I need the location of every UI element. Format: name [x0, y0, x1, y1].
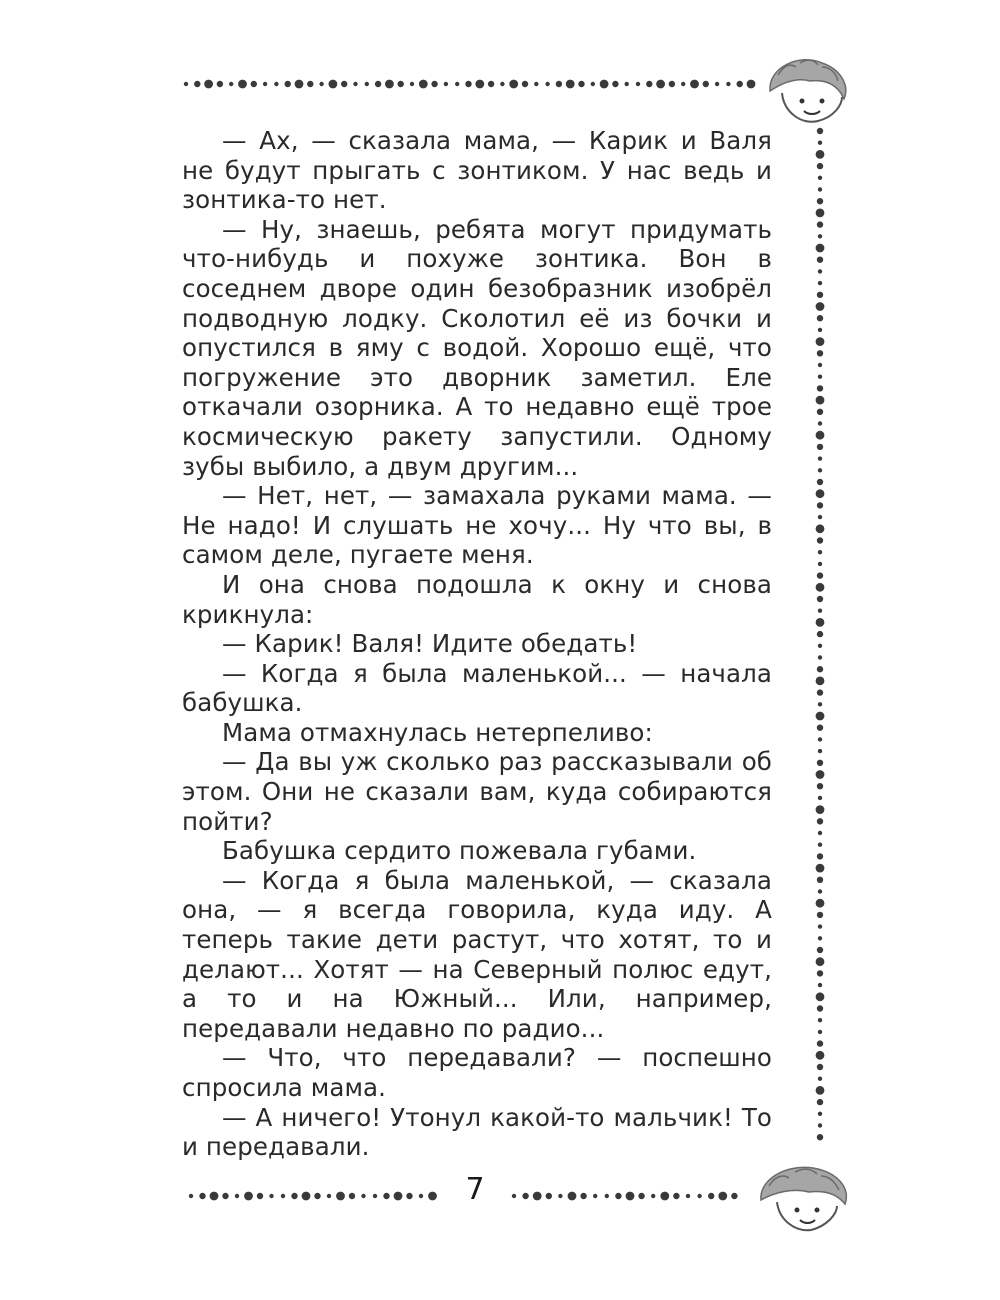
border-dot	[816, 957, 825, 966]
border-dot	[817, 1005, 823, 1011]
paragraph: — Да вы уж сколько раз рассказывали об этом. Они не сказали вам, куда собираются пойти?	[182, 747, 772, 836]
border-dot	[816, 712, 825, 721]
border-dot	[444, 82, 448, 86]
border-dot	[816, 677, 825, 686]
girl-face-icon	[755, 1160, 855, 1240]
bottom-dot-border-left	[185, 1184, 445, 1208]
border-dot	[816, 489, 825, 498]
border-dot	[816, 396, 825, 405]
paragraph: И она снова подошла к окну и снова крикнула:	[182, 569, 772, 629]
border-dot	[817, 1064, 823, 1070]
border-dot	[817, 1040, 823, 1046]
paragraph: — Карик! Валя! Идите обедать!	[222, 629, 638, 659]
border-dot	[816, 524, 825, 533]
border-dot	[669, 81, 675, 87]
border-dot	[568, 1192, 577, 1201]
border-dot	[817, 877, 823, 883]
border-dot	[656, 80, 665, 89]
border-dot	[817, 1099, 823, 1105]
border-dot	[817, 479, 823, 485]
top-dot-border	[180, 72, 760, 96]
border-dot	[816, 864, 825, 873]
page-number: 7	[465, 1172, 485, 1207]
border-dot	[238, 80, 247, 89]
border-dot	[817, 725, 823, 731]
border-dot	[336, 1192, 345, 1201]
border-dot	[818, 234, 822, 238]
border-dot	[817, 292, 823, 298]
border-dot	[361, 1194, 365, 1198]
border-dot	[646, 81, 652, 87]
border-dot	[818, 644, 822, 648]
border-dot	[818, 796, 822, 800]
border-dot	[660, 1192, 669, 1201]
border-dot	[817, 912, 823, 918]
border-dot	[817, 444, 823, 450]
border-dot	[816, 302, 825, 311]
border-dot	[818, 187, 822, 191]
border-dot	[818, 843, 822, 847]
border-dot	[731, 1193, 737, 1199]
border-dot	[626, 1192, 635, 1201]
border-dot	[314, 1193, 320, 1199]
border-dot	[428, 1192, 437, 1201]
paragraph: — Когда я была маленькой... — начала бабушка.	[182, 658, 772, 718]
border-dot	[600, 80, 609, 89]
border-dot	[410, 82, 414, 86]
right-dot-border	[808, 125, 832, 1145]
border-dot	[818, 456, 822, 460]
border-dot	[385, 80, 394, 89]
border-dot	[817, 502, 823, 508]
border-dot	[419, 1194, 423, 1198]
border-dot	[465, 81, 471, 87]
border-dot	[651, 1194, 655, 1198]
border-dot	[817, 163, 823, 169]
border-dot	[817, 350, 823, 356]
border-dot	[475, 80, 484, 89]
border-dot	[818, 281, 822, 285]
border-dot	[406, 1193, 412, 1199]
border-dot	[189, 1194, 193, 1198]
border-dot	[605, 1194, 609, 1198]
border-dot	[818, 983, 822, 987]
border-dot	[818, 936, 822, 940]
border-dot	[291, 1193, 297, 1199]
border-dot	[204, 80, 213, 89]
border-dot	[383, 1193, 389, 1199]
border-dot	[257, 1193, 263, 1199]
border-dot	[222, 1193, 228, 1199]
border-dot	[817, 198, 823, 204]
border-dot	[817, 631, 823, 637]
border-dot	[817, 221, 823, 227]
border-dot	[816, 244, 825, 253]
border-dot	[512, 1194, 516, 1198]
border-dot	[817, 257, 823, 263]
border-dot	[816, 1086, 825, 1095]
paragraph: — Нет, нет, — замахала руками мама. — Не надо! И слушать не хочу... Ну что вы, в самом деле, пугаете меня.	[182, 481, 772, 570]
border-dot	[194, 81, 200, 87]
border-dot	[816, 337, 825, 346]
paragraph: Мама отмахнулась нетерпеливо:	[222, 717, 653, 747]
border-dot	[817, 689, 823, 695]
border-dot	[545, 82, 549, 86]
border-dot	[566, 80, 575, 89]
border-dot	[817, 666, 823, 672]
border-dot	[365, 82, 369, 86]
border-dot	[556, 81, 562, 87]
border-dot	[184, 82, 188, 86]
border-dot	[534, 82, 538, 86]
border-dot	[373, 1194, 377, 1198]
border-dot	[593, 1194, 597, 1198]
border-dot	[509, 80, 518, 89]
border-dot	[816, 583, 825, 592]
border-dot	[673, 1193, 679, 1199]
paragraph: — А ничего! Утонул какой-то мальчик! То и передавали.	[182, 1102, 772, 1162]
border-dot	[818, 176, 822, 180]
border-dot	[816, 209, 825, 218]
border-dot	[818, 375, 822, 379]
border-dot	[816, 770, 825, 779]
border-dot	[708, 1193, 714, 1199]
border-dot	[817, 970, 823, 976]
border-dot	[715, 82, 719, 86]
border-dot	[522, 81, 528, 87]
border-dot	[818, 1030, 822, 1034]
border-dot	[817, 760, 823, 766]
border-dot	[612, 81, 618, 87]
border-dot	[455, 82, 459, 86]
border-dot	[816, 992, 825, 1001]
border-dot	[817, 947, 823, 953]
border-dot	[726, 82, 730, 86]
border-dot	[500, 82, 504, 86]
paragraph: — Что, что передавали? — поспешно спросила мама.	[182, 1043, 772, 1102]
border-dot	[817, 596, 823, 602]
border-dot	[341, 81, 347, 87]
bottom-dot-border-right	[508, 1184, 748, 1208]
border-dot	[818, 363, 822, 367]
border-dot	[269, 1194, 273, 1198]
border-dot	[818, 421, 822, 425]
border-dot	[816, 899, 825, 908]
border-dot	[251, 81, 257, 87]
border-dot	[818, 655, 822, 659]
border-dot	[817, 1134, 823, 1140]
paragraph: — Ах, — сказала мама, — Карик и Валя не будут прыгать с зонтиком. У нас ведь и зонтика-то нет.	[182, 126, 772, 215]
border-dot	[591, 82, 595, 86]
border-dot	[818, 1112, 822, 1116]
border-dot	[349, 1193, 355, 1199]
border-dot	[690, 80, 699, 89]
border-dot	[681, 82, 685, 86]
border-dot	[718, 1192, 727, 1201]
border-dot	[818, 468, 822, 472]
border-dot	[818, 141, 822, 145]
border-dot	[818, 1123, 822, 1127]
border-dot	[625, 82, 629, 86]
border-dot	[817, 409, 823, 415]
border-dot	[818, 515, 822, 519]
border-dot	[235, 1194, 239, 1198]
border-dot	[817, 783, 823, 789]
border-dot	[488, 81, 494, 87]
border-dot	[431, 81, 437, 87]
border-dot	[199, 1193, 205, 1199]
paragraph: — Ну, знаешь, ребята могут придумать что-нибудь и похуже зонтика. Вон в соседнем дворе один безобразник изобрёл подводную лодку. Сколотил её из бочки и опустился в яму с водой. Хорошо ещё, что погружение это дворник заметил. Еле откачали озорника. А то недавно ещё трое космическую ракету запустили. Одному зубы выбило, а двум другим...	[182, 214, 772, 481]
border-dot	[816, 431, 825, 440]
border-dot	[398, 81, 404, 87]
border-dot	[818, 609, 822, 613]
border-dot	[817, 537, 823, 543]
border-dot	[419, 80, 428, 89]
border-dot	[285, 81, 291, 87]
border-dot	[307, 81, 313, 87]
border-dot	[578, 81, 584, 87]
border-dot	[703, 81, 709, 87]
border-dot	[546, 1193, 552, 1199]
border-dot	[818, 1077, 822, 1081]
border-dot	[817, 128, 823, 134]
border-dot	[818, 550, 822, 554]
border-dot	[818, 702, 822, 706]
border-dot	[747, 80, 756, 89]
border-dot	[229, 82, 233, 86]
border-dot	[817, 572, 823, 578]
border-dot	[217, 81, 223, 87]
story-text	[182, 126, 772, 1162]
border-dot	[816, 150, 825, 159]
border-dot	[817, 853, 823, 859]
border-dot	[818, 831, 822, 835]
border-dot	[329, 80, 338, 89]
border-dot	[818, 889, 822, 893]
border-dot	[302, 1192, 311, 1201]
border-dot	[615, 1193, 621, 1199]
border-dot	[816, 618, 825, 627]
border-dot	[533, 1192, 542, 1201]
border-dot	[394, 1192, 403, 1201]
border-dot	[580, 1193, 586, 1199]
border-dot	[818, 749, 822, 753]
border-dot	[816, 805, 825, 814]
border-dot	[817, 818, 823, 824]
border-dot	[295, 80, 304, 89]
border-dot	[353, 82, 357, 86]
border-dot	[274, 82, 278, 86]
border-dot	[818, 562, 822, 566]
border-dot	[210, 1192, 219, 1201]
border-dot	[697, 1194, 701, 1198]
border-dot	[558, 1194, 562, 1198]
border-dot	[817, 315, 823, 321]
border-dot	[319, 82, 323, 86]
border-dot	[263, 82, 267, 86]
border-dot	[816, 1051, 825, 1060]
border-dot	[327, 1194, 331, 1198]
paragraph: Бабушка сердито пожевала губами.	[222, 836, 697, 866]
border-dot	[818, 328, 822, 332]
border-dot	[522, 1193, 528, 1199]
border-dot	[818, 269, 822, 273]
border-dot	[281, 1194, 285, 1198]
border-dot	[817, 385, 823, 391]
border-dot	[636, 82, 640, 86]
border-dot	[818, 737, 822, 741]
border-dot	[818, 924, 822, 928]
border-dot	[244, 1192, 253, 1201]
paragraph: — Когда я была маленькой, — сказала она, — я всегда говорила, куда иду. А теперь такие дети растут, что хотят, то и делают... Хотят — на Северный полюс едут, а то и на Южный... Или, например, передавали недавно по радио...	[182, 865, 772, 1043]
border-dot	[686, 1194, 690, 1198]
border-dot	[638, 1193, 644, 1199]
border-dot	[818, 1018, 822, 1022]
girl-face-icon	[760, 55, 855, 135]
border-dot	[375, 81, 381, 87]
border-dot	[737, 81, 743, 87]
